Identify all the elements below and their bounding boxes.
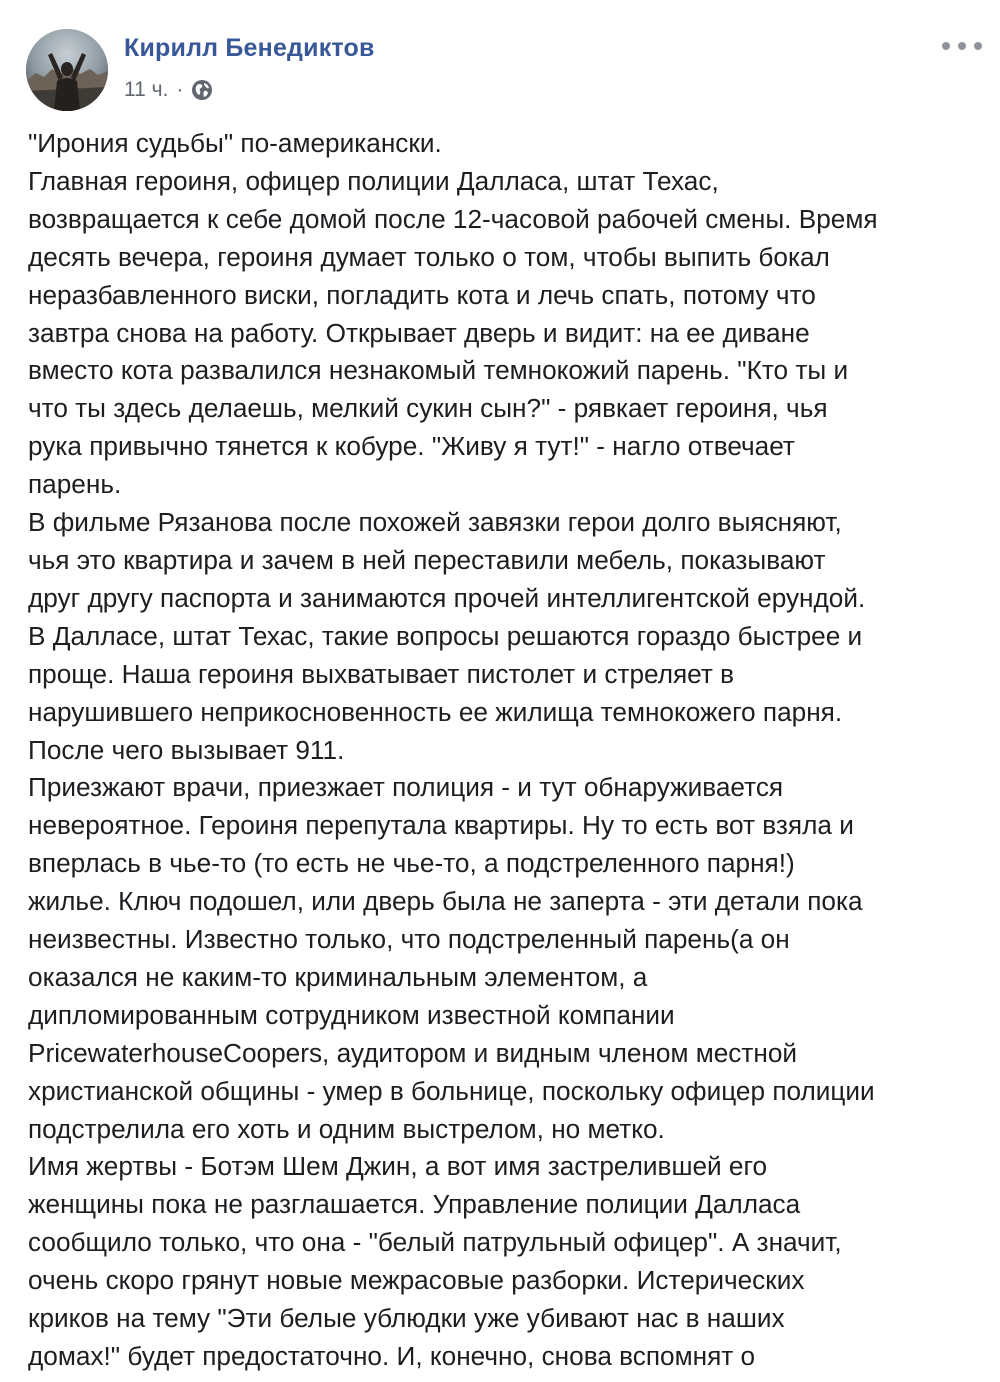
more-options-icon[interactable] bbox=[942, 36, 982, 56]
avatar-photo-icon bbox=[26, 29, 108, 111]
more-dot bbox=[942, 42, 950, 50]
author-avatar[interactable] bbox=[26, 29, 108, 111]
post-paragraph: В фильме Рязанова после похожей завязки герои долго выясняют, чья это квартира и зачем в ней переставили мебель, показывают друг другу паспорта и занимаются прочей интеллигентской ерундой. В Далласе, штат Техас, такие вопросы решаются гораздо быстрее и проще. Наша героиня выхватывает пистолет и стреляет в нарушившего неприкосновенность ее жилища темнокожего парня. После чего вызывает 911. bbox=[28, 507, 866, 765]
author-name[interactable]: Кирилл Бенедиктов bbox=[124, 34, 375, 62]
meta-separator: · bbox=[176, 78, 184, 101]
post-meta bbox=[124, 77, 213, 103]
post-paragraph: "Ирония судьбы" по-американски. bbox=[28, 128, 442, 158]
post-timestamp[interactable]: 11 ч. bbox=[124, 78, 169, 101]
post-text bbox=[28, 125, 998, 1376]
post-paragraph: Имя жертвы - Ботэм Шем Джин, а вот имя застрелившей его женщины пока не разглашается. Управление полиции Далласа сообщило только, что она - "белый патрульный офицер". А значит, очень скоро грянут новые межрасовые разборки. Истерических криков на тему "Эти белые ублюдки уже убивают нас в наших домах!" будет предостаточно. И, конечно, снова вспомнят о bbox=[28, 1151, 842, 1371]
globe-icon[interactable] bbox=[191, 79, 213, 101]
more-dot bbox=[974, 42, 982, 50]
post-paragraph: Приезжают врачи, приезжает полиция - и тут обнаруживается невероятное. Героиня перепутала квартиры. Ну то есть вот взяла и вперлась в чье-то (то есть не чье-то, а подстреленного парня!) жилье. Ключ подошел, или дверь была не заперта - эти детали пока неизвестны. Известно только, что подстреленный парень(а он оказался не каким-то криминальным элементом, а дипломированным сотрудником известной компании PricewaterhouseCoopers, аудитором и видным членом местной христианской общины - умер в больнице, поскольку офицер полиции подстрелила его хоть и одним выстрелом, но метко. bbox=[28, 772, 875, 1144]
post-paragraph: Главная героиня, офицер полиции Далласа, штат Техас, возвращается к себе домой после 12-часовой рабочей смены. Время десять вечера, героиня думает только о том, чтобы выпить бокал неразбавленного виски, погладить кота и лечь спать, потому что завтра снова на работу. Открывает дверь и видит: на ее диване вместо кота развалился незнакомый темнокожий парень. "Кто ты и что ты здесь делаешь, мелкий сукин сын?" - рявкает героиня, чья рука привычно тянется к кобуре. "Живу я тут!" - нагло отвечает парень. bbox=[28, 165, 878, 500]
more-dot bbox=[958, 42, 966, 50]
